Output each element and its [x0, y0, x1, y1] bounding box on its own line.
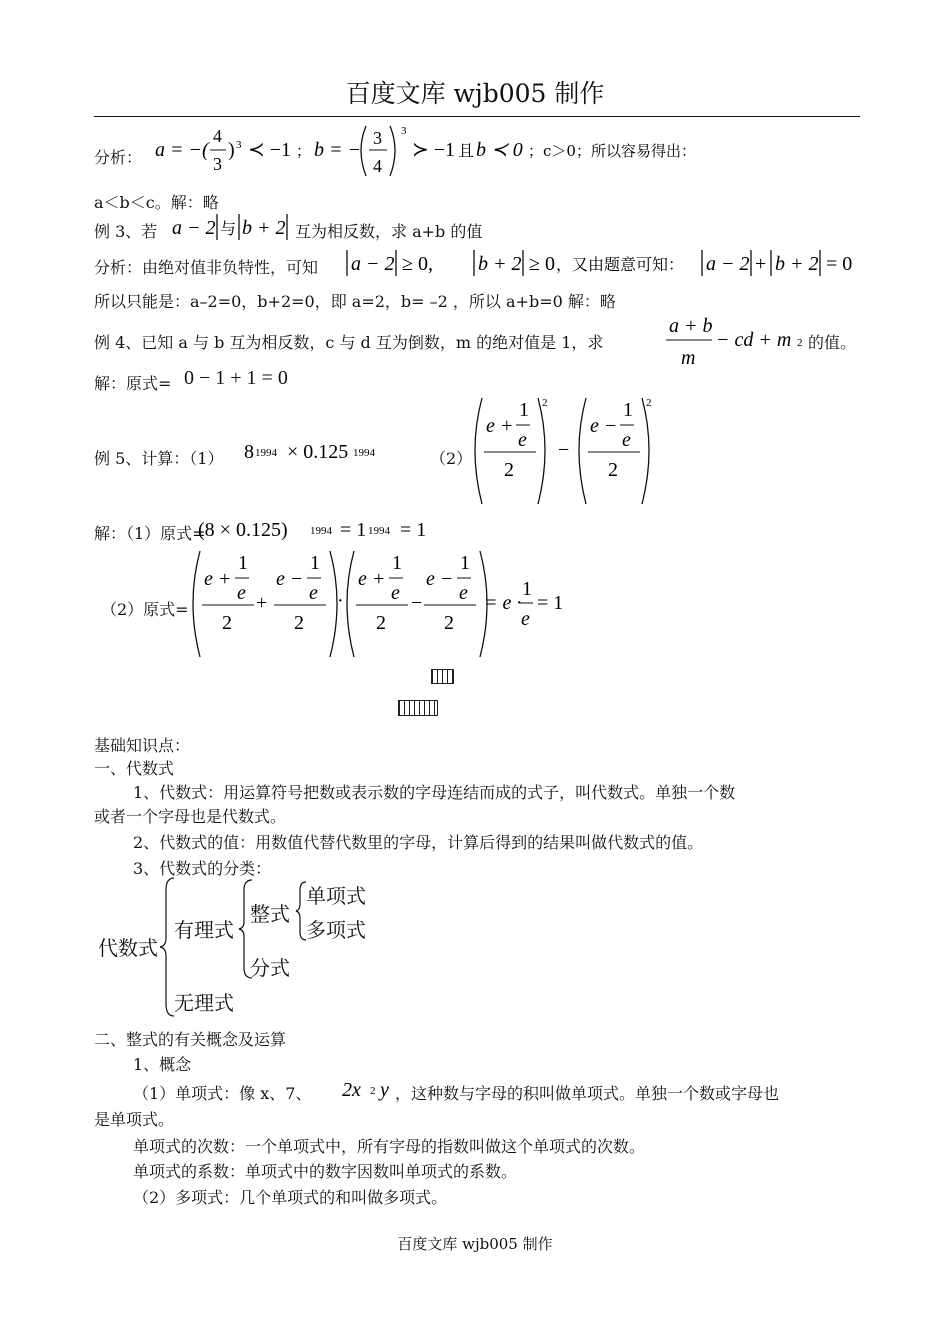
ex4-lead: 例 4、已知 a 与 b 互为相反数，c 与 d 互为倒数，m 的绝对值是 1，求 [94, 333, 604, 352]
ex4-solution-expr: 0 − 1 + 1 = 0 [184, 367, 288, 389]
svg-text:= 1: = 1 [537, 592, 564, 614]
s1-p1-b: 或者一个字母也是代数式。 [94, 807, 287, 826]
svg-text:= 1: = 1 [400, 519, 427, 541]
ex3-analysis-formula [344, 246, 860, 280]
svg-text:2: 2 [608, 459, 618, 481]
mono-lead: （1）单项式：像 x、7、 [133, 1084, 312, 1103]
svg-text:a + b: a + b [669, 315, 713, 337]
svg-text:·: · [337, 590, 344, 612]
ex3-conclusion: 所以只能是：a–2=0，b+2=0，即 a=2，b= –2 ，所以 a+b=0 解：略 [94, 292, 616, 311]
svg-text:2: 2 [444, 612, 454, 634]
b-post: ≻ −1 [412, 139, 456, 161]
s1-p1-a: 1、代数式：用运算符号把数或表示数的字母连结而成的式子，叫代数式。单独一个数 [133, 783, 736, 802]
svg-text:2: 2 [542, 397, 548, 409]
sep2: ；c＞0；所以容易得出： [528, 142, 696, 160]
header-rule [94, 116, 860, 117]
svg-text:8: 8 [244, 441, 254, 463]
svg-text:2: 2 [376, 612, 386, 634]
svg-text:2: 2 [797, 337, 803, 349]
svg-text:e +: e + [358, 568, 386, 590]
svg-text:1994: 1994 [310, 525, 332, 537]
ex4-solution-lead: 解：原式= [94, 374, 172, 393]
page-header-title: 百度文库 wjb005 制作 [345, 79, 605, 108]
svg-text:e +: e + [486, 415, 514, 437]
ex5-lead: 例 5、计算：（1） [94, 449, 224, 468]
ex4-formula [664, 308, 814, 372]
svg-text:m: m [681, 347, 696, 369]
section2-heading: 二、整式的有关概念及运算 [94, 1030, 287, 1049]
svg-text:y: y [380, 1079, 389, 1101]
ex3-tail: 互为相反数，求 a+b 的值 [295, 222, 483, 241]
svg-text:× 0.125: × 0.125 [287, 441, 349, 463]
analysis1-line2: a＜b＜c。解：略 [94, 193, 219, 212]
svg-text:= 1: = 1 [340, 519, 367, 541]
s1-p2: 2、代数式的值：用数值代替代数里的字母，计算后得到的结果叫做代数式的值。 [133, 833, 704, 852]
b-left-paren [361, 126, 366, 176]
b-post2: b ≺ 0 [476, 139, 523, 161]
svg-text:e: e [459, 582, 468, 604]
a-expr-pre: a = −( [155, 139, 209, 161]
tree-monomial: 单项式 [306, 884, 366, 908]
svg-text:与: 与 [220, 219, 237, 238]
svg-text:e: e [391, 582, 400, 604]
svg-text:2: 2 [222, 612, 232, 634]
b-den: 4 [373, 156, 382, 176]
ex3-lead: 例 3、若 [94, 222, 158, 241]
decorative-glyph-box [431, 669, 454, 684]
ex5-part2-formula [466, 392, 666, 510]
svg-text:e: e [309, 582, 318, 604]
svg-text:1: 1 [392, 552, 402, 574]
tree-root: 代数式 [98, 936, 158, 960]
a-exp: 3 [236, 139, 242, 151]
svg-text:+: + [256, 592, 268, 614]
svg-text:1: 1 [460, 552, 470, 574]
a-close-paren: ) [228, 139, 235, 161]
svg-text:e: e [518, 429, 527, 451]
ex5-sol2-lead: （2）原式= [101, 600, 189, 619]
analysis1-formula [150, 120, 890, 182]
decorative-glyph-box-2 [398, 700, 438, 716]
svg-text:e −: e − [590, 415, 618, 437]
svg-text:b + 2: b + 2 [242, 217, 286, 239]
a-expr-post: ≺ −1 [248, 139, 292, 161]
svg-text:2: 2 [646, 397, 652, 409]
basics-title: 基础知识点： [94, 736, 191, 755]
mono-tail2: 是单项式。 [94, 1110, 175, 1129]
svg-text:1994: 1994 [255, 447, 277, 459]
b-expr-pre: b = − [314, 139, 361, 161]
svg-text:a − 2: a − 2 [351, 253, 395, 275]
s2-1: 1、概念 [133, 1055, 192, 1074]
svg-text:≥ 0,: ≥ 0, [402, 253, 433, 275]
tree-polynomial: 多项式 [306, 918, 366, 942]
svg-text:2: 2 [504, 459, 514, 481]
b-exp: 3 [401, 125, 407, 137]
svg-text:1: 1 [522, 578, 532, 600]
tree-fractional: 分式 [250, 956, 290, 980]
svg-text:≥ 0: ≥ 0 [529, 253, 555, 275]
svg-text:e: e [521, 608, 530, 630]
svg-text:b + 2: b + 2 [775, 253, 819, 275]
b-right-paren [390, 126, 395, 176]
page-footer: 百度文库 wjb005 制作 [397, 1235, 553, 1253]
svg-text:e −: e − [276, 568, 304, 590]
svg-text:1994: 1994 [353, 447, 375, 459]
svg-text:e +: e + [204, 568, 232, 590]
b-num: 3 [373, 128, 382, 148]
ex5-sol1-lead: 解：（1）原式= [94, 524, 206, 543]
svg-text:e: e [237, 582, 246, 604]
ex5-part1-formula [240, 432, 390, 466]
ex5-sol2-formula [186, 545, 576, 663]
svg-text:1: 1 [519, 399, 529, 421]
tree-rational: 有理式 [174, 918, 234, 942]
mono-tail: ，这种数与字母的积叫做单项式。单独一个数或字母也 [395, 1084, 780, 1103]
frac-num: 4 [213, 126, 222, 146]
ex3-formula [168, 210, 308, 244]
svg-text:= 0: = 0 [826, 253, 853, 275]
tree-integral: 整式 [250, 902, 290, 926]
ex4-tail: 的值。 [808, 333, 857, 352]
svg-text:e −: e − [426, 568, 454, 590]
svg-text:1: 1 [623, 399, 633, 421]
svg-text:− cd + m: − cd + m [716, 329, 792, 351]
ex3-analysis-lead: 分析：由绝对值非负特性，可知 [94, 258, 319, 277]
svg-text:−: − [558, 439, 570, 461]
s1-p3: 3、代数式的分类： [133, 859, 272, 878]
svg-text:−: − [411, 592, 423, 614]
svg-text:a − 2: a − 2 [706, 253, 750, 275]
ex5-part2-label: （2） [430, 449, 473, 468]
svg-text:2: 2 [370, 1085, 376, 1097]
frac-den: 3 [213, 154, 222, 174]
svg-text:1: 1 [238, 552, 248, 574]
sep1: ； [296, 142, 312, 160]
svg-text:b + 2: b + 2 [478, 253, 522, 275]
section1-heading: 一、代数式 [94, 759, 175, 778]
analysis1-label: 分析： [94, 148, 143, 167]
svg-text:a − 2: a − 2 [172, 217, 216, 239]
ex5-sol1-formula [194, 510, 454, 544]
svg-text:2: 2 [294, 612, 304, 634]
degree-def: 单项式的次数：一个单项式中，所有字母的指数叫做这个单项式的次数。 [133, 1137, 646, 1156]
svg-text:= e ·: = e · [484, 592, 522, 614]
svg-text:e: e [622, 429, 631, 451]
svg-text:+: + [755, 253, 767, 275]
svg-text:，又由题意可知：: ，又由题意可知： [556, 255, 685, 274]
tree-irrational: 无理式 [174, 991, 234, 1015]
svg-text:2x: 2x [342, 1079, 361, 1101]
poly-def: （2）多项式：几个单项式的和叫做多项式。 [133, 1188, 448, 1207]
b-qie: 且 [458, 141, 475, 160]
svg-text:1: 1 [310, 552, 320, 574]
svg-text:(8 × 0.125): (8 × 0.125) [198, 519, 288, 541]
svg-text:1994: 1994 [368, 525, 390, 537]
coef-def: 单项式的系数：单项式中的数字因数叫单项式的系数。 [133, 1162, 518, 1181]
